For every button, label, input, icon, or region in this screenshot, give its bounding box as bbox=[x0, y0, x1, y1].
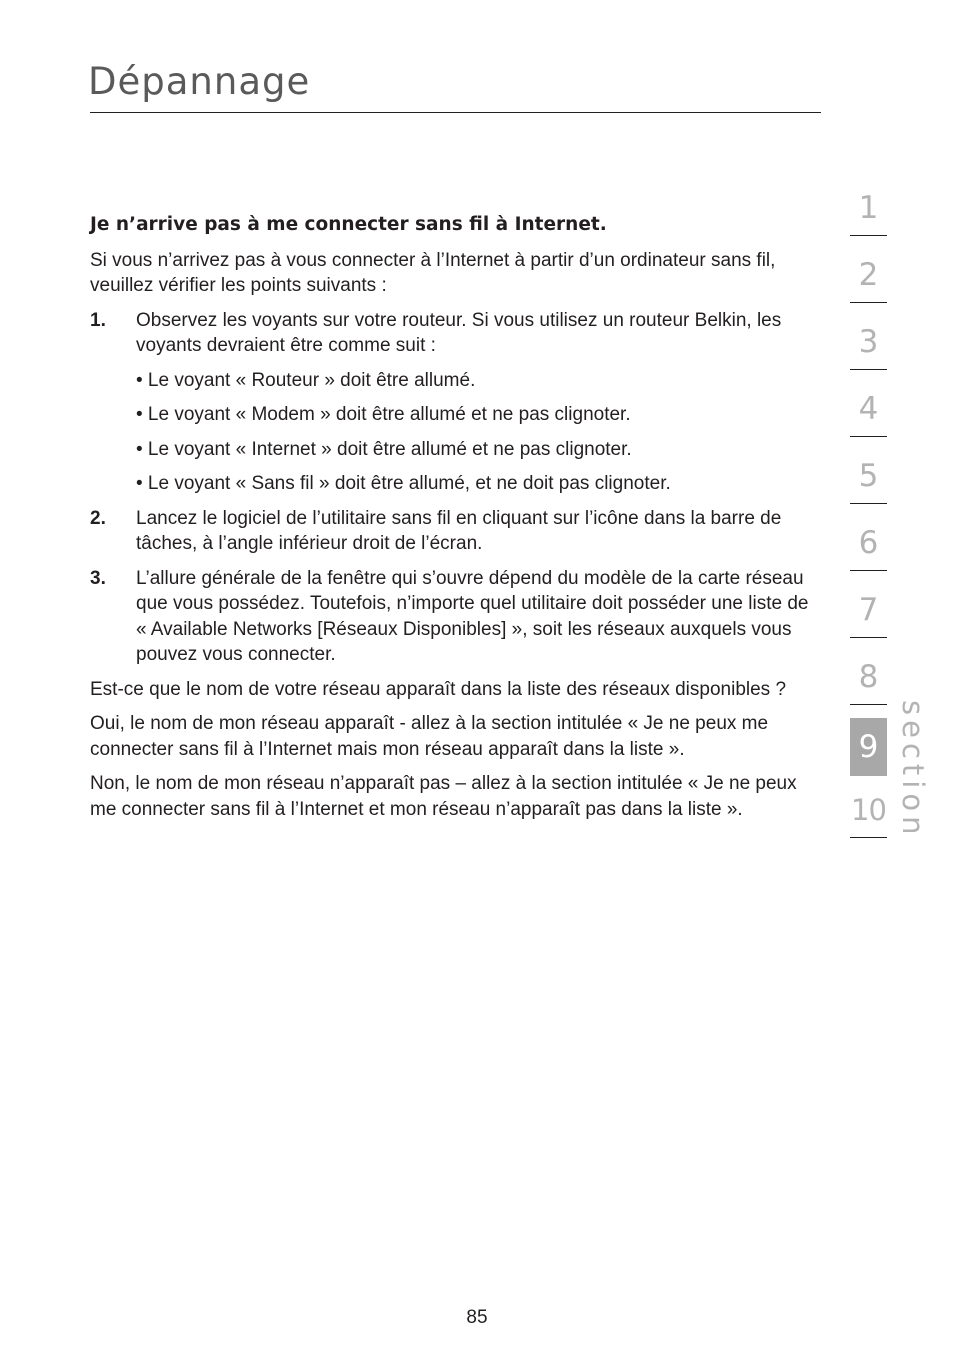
section-label: section bbox=[896, 700, 930, 840]
list-item: • Le voyant « Modem » doit être allumé et ne pas clignoter. bbox=[136, 404, 631, 425]
intro-paragraph: Si vous n’arrivez pas à vous connecter à l’Internet à partir d’un ordinateur sans fil, veuillez vérifier les points suivants : bbox=[90, 249, 776, 296]
step-2 bbox=[90, 506, 810, 557]
section-nav bbox=[850, 182, 887, 851]
section-tab-8[interactable]: 8 bbox=[850, 651, 887, 705]
section-heading: Je n’arrive pas à me connecter sans fil à Internet. bbox=[90, 214, 607, 235]
step-number: 1. bbox=[90, 309, 106, 331]
section-tab-4[interactable]: 4 bbox=[850, 383, 887, 437]
section-tab-5[interactable]: 5 bbox=[850, 450, 887, 504]
answer-yes-paragraph: Oui, le nom de mon réseau apparaît - allez à la section intitulée « Je ne peux me connecter sans fil à l’Internet mais mon réseau apparaît dans la liste ». bbox=[90, 713, 769, 760]
title-divider bbox=[90, 112, 821, 113]
answer-no-paragraph: Non, le nom de mon réseau n’apparaît pas – allez à la section intitulée « Je ne peux me connecter sans fil à l’Internet et mon réseau n’apparaît pas dans la liste ». bbox=[90, 773, 797, 820]
section-tab-9-active[interactable]: 9 bbox=[850, 718, 887, 776]
list-item: • Le voyant « Routeur » doit être allumé. bbox=[136, 369, 476, 391]
page-number: 85 bbox=[466, 1307, 488, 1328]
section-tab-2[interactable]: 2 bbox=[850, 249, 887, 303]
step-text: Lancez le logiciel de l’utilitaire sans fil en cliquant sur l’icône dans la barre de tâches, à l’angle inférieur droit de l’écran. bbox=[136, 507, 782, 554]
step-text: L’allure générale de la fenêtre qui s’ouvre dépend du modèle de la carte réseau que vous possédez. Toutefois, n’importe quel utilitaire doit posséder une liste de « Available Networks [Réseaux Disponibles] », soit les réseaux auxquels vous pouvez vous connecter. bbox=[136, 567, 809, 665]
step-3 bbox=[90, 566, 810, 668]
step-number: 3. bbox=[90, 567, 106, 589]
list-item: • Le voyant « Sans fil » doit être allumé, et ne doit pas clignoter. bbox=[136, 473, 671, 494]
section-tab-1[interactable]: 1 bbox=[850, 182, 887, 236]
step-1 bbox=[90, 308, 810, 359]
section-tab-3[interactable]: 3 bbox=[850, 316, 887, 370]
page-title: Dépannage bbox=[88, 60, 311, 103]
led-status-list bbox=[136, 368, 810, 497]
list-item: • Le voyant « Internet » doit être allumé et ne pas clignoter. bbox=[136, 438, 632, 460]
step-number: 2. bbox=[90, 507, 106, 529]
section-tab-6[interactable]: 6 bbox=[850, 517, 887, 571]
section-tab-10[interactable]: 10 bbox=[850, 784, 887, 838]
question-paragraph: Est-ce que le nom de votre réseau apparaît dans la liste des réseaux disponibles ? bbox=[90, 678, 787, 700]
section-tab-7[interactable]: 7 bbox=[850, 584, 887, 638]
main-content bbox=[90, 212, 810, 831]
step-text: Observez les voyants sur votre routeur. Si vous utilisez un routeur Belkin, les voyants devraient être comme suit : bbox=[136, 309, 782, 356]
